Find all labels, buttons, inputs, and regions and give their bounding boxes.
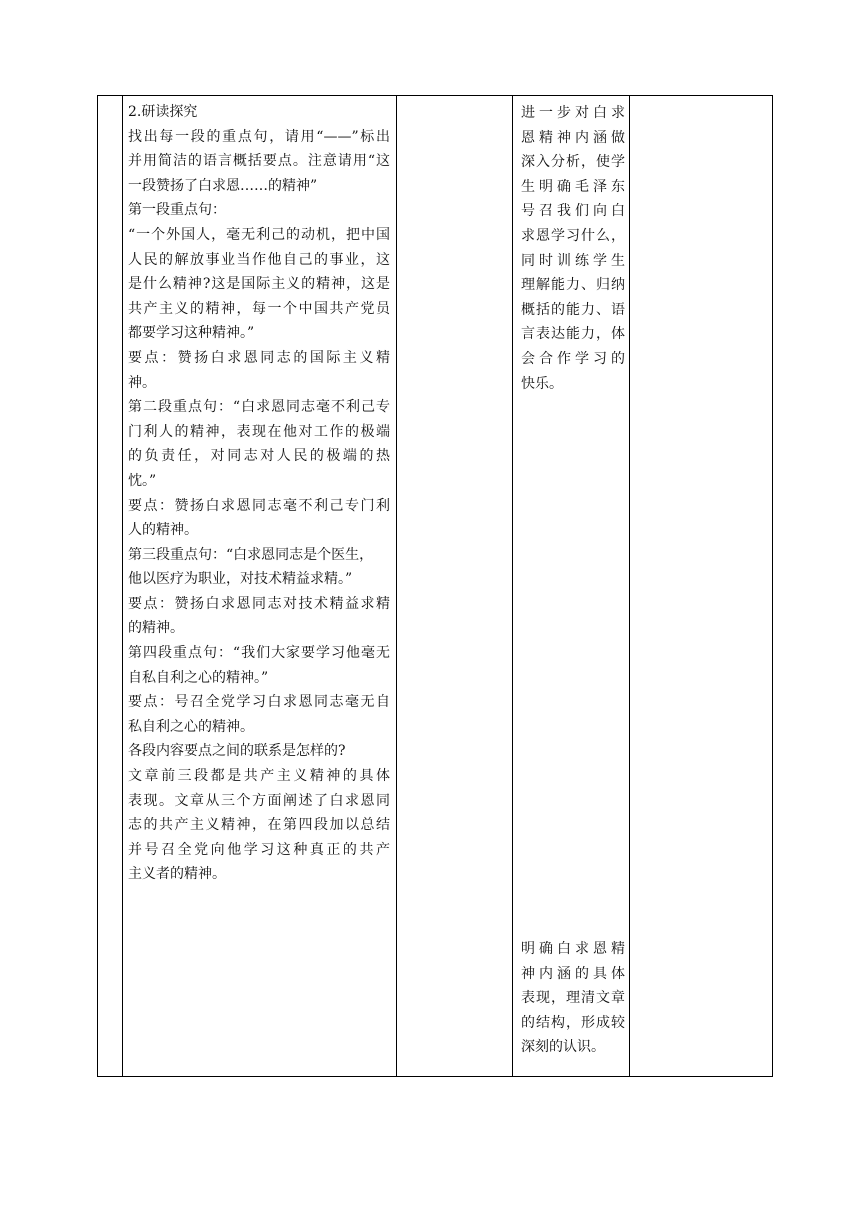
content-line: 并用简洁的语言概括要点。注意请用“这 [128,153,390,170]
teaching-content-cell [128,96,390,887]
note-line: 号召我们向白 [521,203,625,220]
note-line: 进一步对白求 [521,105,625,121]
note-line: 深刻的认识。 [521,1039,605,1056]
content-line: 共产主义的精神，每一个中国共产党员 [128,300,390,317]
content-line: 他以医疗为职业，对技术精益求精。” [128,571,353,588]
content-line: 主义者的精神。 [128,866,226,883]
content-line: 的精神。 [128,620,184,637]
content-line: 志的共产主义精神，在第四段加以总结 [128,817,390,834]
note-line: 言表达能力，体 [521,326,625,343]
content-line: 要点：赞扬白求恩同志对技术精益求精 [128,595,390,612]
content-line: 找出每一段的重点句，请用“——”标出 [128,128,390,145]
content-line: 表现。文章从三个方面阐述了白求恩同 [128,792,390,809]
column-divider [122,96,123,1076]
note-line: 明确白求恩精 [521,941,625,957]
content-line: 自私自利之心的精神。” [128,669,269,686]
content-line: 要点：赞扬白求恩同志毫不利己专门利 [128,497,390,514]
column-divider [396,96,397,1076]
content-line: 要点：号召全党学习白求恩同志毫无自 [128,694,390,711]
content-line: 2.研读探究 [128,104,198,120]
design-note-structure [521,937,625,1060]
content-line: 人民的解放事业当作他自己的事业，这 [128,251,390,268]
note-line: 理解能力、归纳 [521,277,625,294]
note-line: 会合作学习的 [521,350,625,367]
content-line: 第一段重点句： [128,202,226,219]
content-line: 要点：赞扬白求恩同志的国际主义精 [128,349,390,366]
content-line: “一个外国人，毫无利己的动机，把中国 [128,226,390,243]
note-line: 的结构，形成较 [521,1014,625,1031]
content-line: 第二段重点句：“白求恩同志毫不利己专 [128,399,390,416]
content-line: 一段赞扬了白求恩……的精神” [128,177,318,194]
note-line: 概括的能力、语 [521,301,625,318]
lesson-plan-table [97,95,773,1077]
column-divider [512,96,513,1076]
content-line: 人的精神。 [128,522,198,539]
note-line: 快乐。 [521,375,563,392]
content-line: 第三段重点句：“白求恩同志是个医生， [128,546,374,563]
note-line: 恩精神内涵做 [521,129,625,146]
note-line: 求恩学习什么， [521,227,625,244]
note-line: 深入分析，使学 [521,154,625,171]
content-line: 门利人的精神，表现在他对工作的极端 [128,423,390,440]
note-line: 同时训练学生 [521,252,625,269]
content-line: 都要学习这种精神。” [128,325,255,342]
column-divider [629,96,630,1076]
content-line: 是什么精神?这是国际主义的精神，这是 [128,276,390,293]
content-line: 私自利之心的精神。 [128,718,254,735]
design-note-analysis [521,101,625,396]
content-line: 并号召全党向他学习这种真正的共产 [128,841,390,858]
note-line: 生明确毛泽东 [521,178,625,195]
content-line: 忱。” [128,472,157,489]
content-line: 各段内容要点之间的联系是怎样的? [128,743,346,760]
content-line: 神。 [128,374,156,391]
note-line: 神内涵的具体 [521,965,625,982]
content-line: 第四段重点句：“我们大家要学习他毫无 [128,645,390,662]
note-line: 表现，理清文章 [521,990,625,1007]
content-line: 文章前三段都是共产主义精神的具体 [128,768,390,785]
content-line: 的负责任，对同志对人民的极端的热 [128,448,390,465]
